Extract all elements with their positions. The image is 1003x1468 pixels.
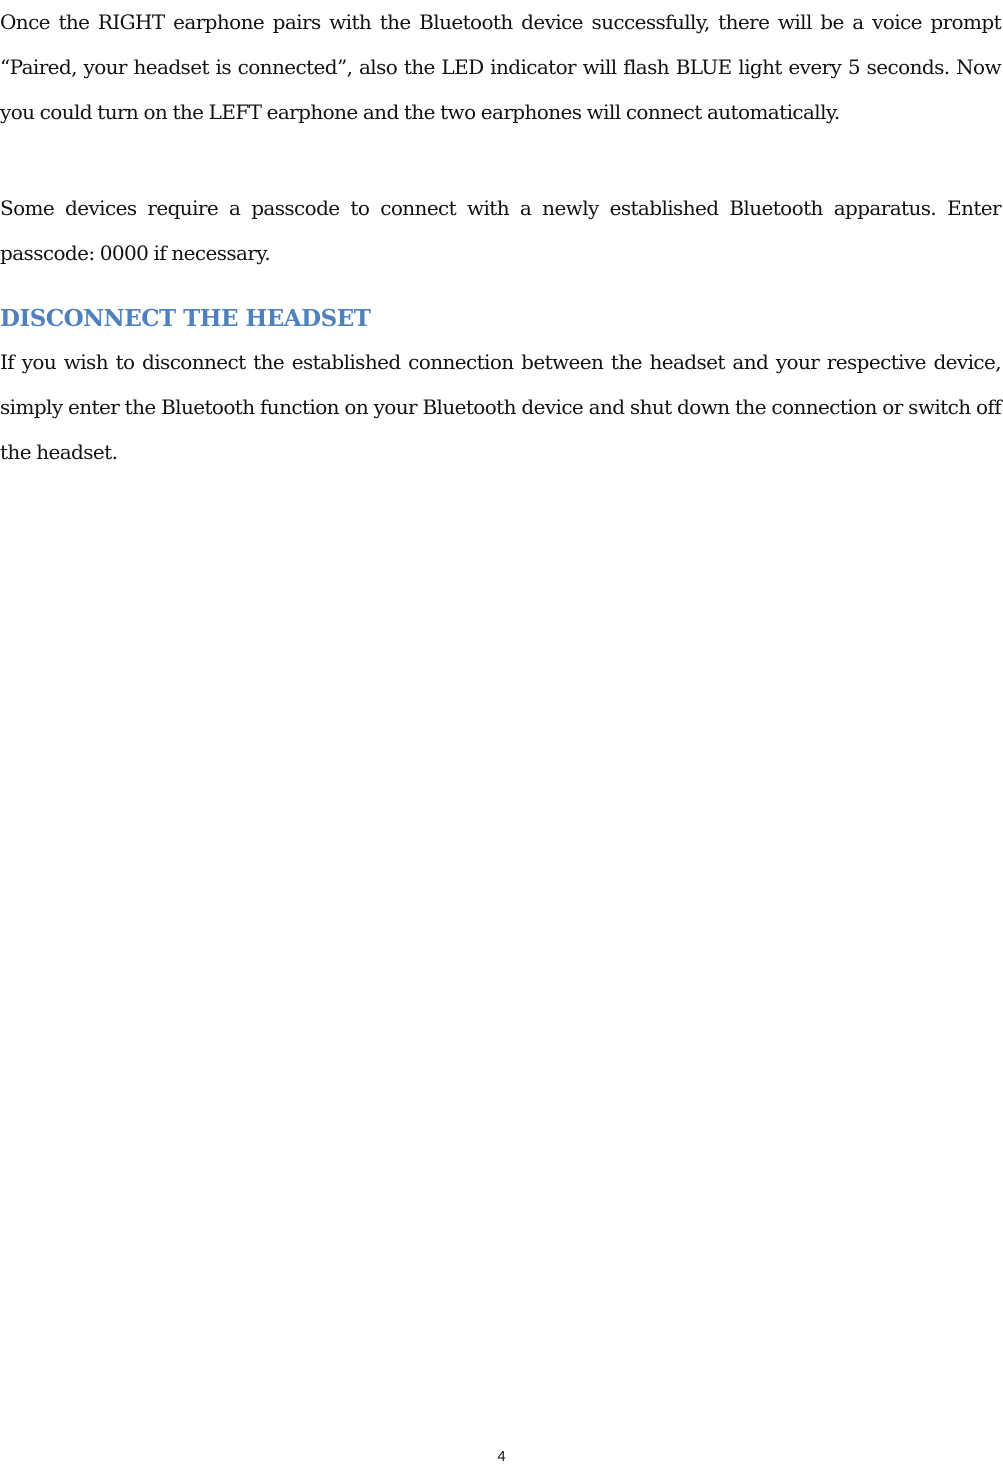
pairing-confirmation-paragraph: Once the RIGHT earphone pairs with the Bluetooth device successfully, there will be a voice prompt “Paired, your headset is connected”, also the LED indicator will flash BLUE light every 5 seconds. Now you could turn on the LEFT earphone and the two earphones will connect automatically. <box>0 10 1001 124</box>
section-heading-disconnect: DISCONNECT THE HEADSET <box>0 305 371 332</box>
disconnect-instructions-paragraph: If you wish to disconnect the established connection between the headset and your respective device, simply enter the Bluetooth function on your Bluetooth device and shut down the connection or switch off the headset. <box>0 350 1001 464</box>
page-number: 4 <box>497 1448 506 1465</box>
passcode-paragraph: Some devices require a passcode to connect with a newly established Bluetooth apparatus. Enter passcode: 0000 if necessary. <box>0 196 1001 265</box>
